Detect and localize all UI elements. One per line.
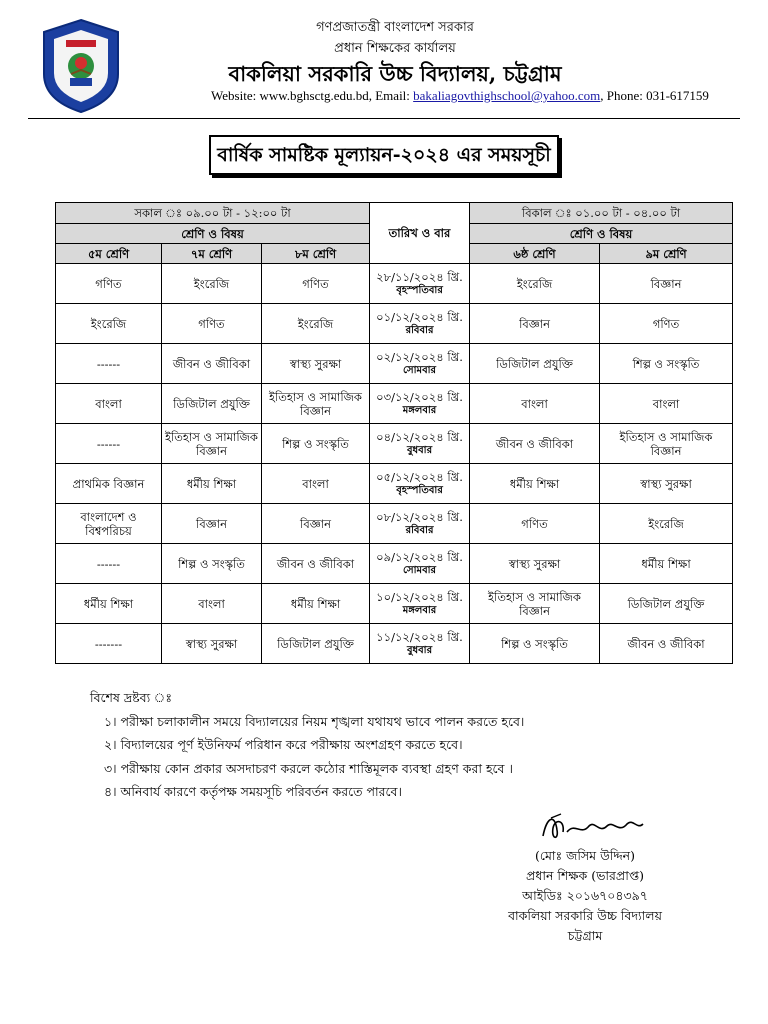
subject-cell: ধর্মীয় শিক্ষা [600, 544, 733, 584]
subject-cell: বাংলা [262, 464, 370, 504]
exam-weekday: বুধবার [406, 444, 433, 456]
schedule-row [56, 304, 733, 344]
subject-cell: ডিজিটাল প্রযুক্তি [600, 584, 733, 624]
exam-date: ১০/১২/২০২৪ খ্রি. [376, 589, 463, 604]
subject-cell: ------- [56, 624, 162, 664]
exam-date: ০২/১২/২০২৪ খ্রি. [376, 349, 463, 364]
subject-cell: বিজ্ঞান [262, 504, 370, 544]
subject-cell: স্বাস্থ্য সুরক্ষা [162, 624, 262, 664]
office-header: প্রধান শিক্ষকের কার্যালয় [334, 41, 456, 56]
subject-cell: বাংলা [162, 584, 262, 624]
subject-cell: জীবন ও জীবিকা [262, 544, 370, 584]
column-header-class7: ৭ম শ্রেণি [162, 244, 262, 264]
subject-cell: বাংলা [600, 384, 733, 424]
subject-cell: ধর্মীয় শিক্ষা [470, 464, 600, 504]
email-link[interactable]: bakaliagovthighschool@yahoo.com [413, 88, 601, 103]
subject-cell: বাংলাদেশ ও বিশ্বপরিচয় [56, 504, 162, 544]
subject-cell: শিল্প ও সংস্কৃতি [162, 544, 262, 584]
subject-cell: ইতিহাস ও সামাজিক বিজ্ঞান [162, 424, 262, 464]
subject-cell: গণিত [262, 264, 370, 304]
exam-weekday: রবিবার [405, 324, 434, 336]
date-day-cell [370, 424, 470, 464]
signature-school: বাকলিয়া সরকারি উচ্চ বিদ্যালয় [508, 908, 662, 923]
headmaster-id: আইডিঃ ২০১৬৭০৪৩৯৭ [522, 888, 648, 903]
exam-date: ০৩/১২/২০২৪ খ্রি. [376, 389, 463, 404]
subject-cell: গণিত [162, 304, 262, 344]
subject-cell: ডিজিটাল প্রযুক্তি [162, 384, 262, 424]
schedule-row [56, 424, 733, 464]
headmaster-designation: প্রধান শিক্ষক (ভারপ্রাপ্ত) [525, 868, 644, 883]
contact-prefix: Website: www.bghsctg.edu.bd, Email: [211, 88, 414, 103]
note-item: ৪। অনিবার্য কারণে কর্তৃপক্ষ সময়সূচি পরিবর্তন করতে পারবে। [104, 784, 402, 799]
schedule-row [56, 464, 733, 504]
subject-cell: বাংলা [470, 384, 600, 424]
exam-date: ০৪/১২/২০২৪ খ্রি. [376, 429, 463, 444]
date-day-cell [370, 504, 470, 544]
subject-cell: ------ [56, 544, 162, 584]
subject-cell: ইতিহাস ও সামাজিক বিজ্ঞান [262, 384, 370, 424]
subject-cell: শিল্প ও সংস্কৃতি [470, 624, 600, 664]
subject-cell: ইতিহাস ও সামাজিক বিজ্ঞান [470, 584, 600, 624]
date-day-cell [370, 584, 470, 624]
subject-cell: প্রাথমিক বিজ্ঞান [56, 464, 162, 504]
subject-cell: বাংলা [56, 384, 162, 424]
subject-cell: জীবন ও জীবিকা [600, 624, 733, 664]
exam-date: ০৫/১২/২০২৪ খ্রি. [376, 469, 463, 484]
exam-weekday: মঙ্গলবার [402, 404, 437, 416]
header-divider [28, 118, 740, 119]
special-notes [90, 686, 524, 804]
exam-date: ১১/১২/২০২৪ খ্রি. [376, 629, 463, 644]
subject-cell: ইংরেজি [470, 264, 600, 304]
exam-weekday: বুধবার [406, 644, 433, 656]
subject-cell: শিল্প ও সংস্কৃতি [600, 344, 733, 384]
exam-weekday: সোমবার [402, 564, 437, 576]
subject-cell: গণিত [470, 504, 600, 544]
schedule-title: বার্ষিক সামষ্টিক মূল্যায়ন-২০২৪ এর সময়সূচী [209, 135, 559, 175]
subject-cell: ------ [56, 424, 162, 464]
subject-cell: ইতিহাস ও সামাজিক বিজ্ঞান [600, 424, 733, 464]
exam-weekday: বৃহস্পতিবার [396, 484, 443, 496]
exam-weekday: রবিবার [405, 524, 434, 536]
note-item: ২। বিদ্যালয়ের পূর্ণ ইউনিফর্ম পরিধান করে পরীক্ষায় অংশগ্রহণ করতে হবে। [104, 737, 463, 752]
school-name: বাকলিয়া সরকারি উচ্চ বিদ্যালয়, চট্টগ্রাম [228, 61, 562, 86]
subject-cell: ডিজিটাল প্রযুক্তি [262, 624, 370, 664]
subject-cell: জীবন ও জীবিকা [470, 424, 600, 464]
schedule-row [56, 384, 733, 424]
handwritten-signature [537, 810, 647, 844]
exam-date: ২৮/১১/২০২৪ খ্রি. [376, 269, 463, 284]
subject-cell: গণিত [56, 264, 162, 304]
subject-cell: গণিত [600, 304, 733, 344]
schedule-row [56, 584, 733, 624]
date-day-cell [370, 384, 470, 424]
note-item: ৩। পরীক্ষায় কোন প্রকার অসদাচরণ করলে কঠোর শাস্তিমূলক ব্যবস্থা গ্রহণ করা হবে । [104, 760, 513, 776]
subject-cell: ইংরেজি [162, 264, 262, 304]
exam-weekday: সোমবার [402, 364, 437, 376]
subject-cell: ইংরেজি [262, 304, 370, 344]
schedule-row [56, 624, 733, 664]
date-day-cell [370, 264, 470, 304]
note-item: ১। পরীক্ষা চলাকালীন সময়ে বিদ্যালয়ের নিয়ম শৃঙ্খলা যথাযথ ভাবে পালন করতে হবে। [104, 713, 525, 729]
subject-cell: ইংরেজি [600, 504, 733, 544]
subject-cell: ধর্মীয় শিক্ষা [262, 584, 370, 624]
exam-date: ০১/১২/২০২৪ খ্রি. [376, 309, 463, 324]
afternoon-class-subject-header: শ্রেণি ও বিষয় [470, 224, 733, 244]
subject-cell: বিজ্ঞান [600, 264, 733, 304]
column-header-class5: ৫ম শ্রেণি [56, 244, 162, 264]
column-header-class6: ৬ষ্ঠ শ্রেণি [470, 244, 600, 264]
headmaster-name: (মোঃ জসিম উদ্দিন) [535, 848, 635, 863]
subject-cell: স্বাস্থ্য সুরক্ষা [600, 464, 733, 504]
exam-date: ০৯/১২/২০২৪ খ্রি. [376, 549, 463, 564]
schedule-row [56, 504, 733, 544]
exam-weekday: মঙ্গলবার [402, 604, 437, 616]
govt-header: গণপ্রজাতন্ত্রী বাংলাদেশ সরকার [316, 20, 474, 35]
date-day-cell [370, 344, 470, 384]
date-day-cell [370, 464, 470, 504]
notes-heading: বিশেষ দ্রষ্টব্য ঃ [90, 690, 173, 705]
subject-cell: বিজ্ঞান [162, 504, 262, 544]
subject-cell: জীবন ও জীবিকা [162, 344, 262, 384]
schedule-row [56, 344, 733, 384]
exam-schedule-table [55, 202, 733, 664]
column-header-class8: ৮ম শ্রেণি [262, 244, 370, 264]
schedule-row [56, 544, 733, 584]
date-day-cell [370, 624, 470, 664]
subject-cell: বিজ্ঞান [470, 304, 600, 344]
schedule-row [56, 264, 733, 304]
morning-session-header: সকাল ঃ ০৯.০০ টা - ১২:০০ টা [56, 203, 370, 224]
subject-cell: ডিজিটাল প্রযুক্তি [470, 344, 600, 384]
date-day-header: তারিখ ও বার [370, 203, 470, 264]
subject-cell: ইংরেজি [56, 304, 162, 344]
afternoon-session-header: বিকাল ঃ ০১.০০ টা - ০৪.০০ টা [470, 203, 733, 224]
subject-cell: স্বাস্থ্য সুরক্ষা [262, 344, 370, 384]
column-header-class9: ৯ম শ্রেণি [600, 244, 733, 264]
subject-cell: ------ [56, 344, 162, 384]
subject-cell: ধর্মীয় শিক্ষা [162, 464, 262, 504]
subject-cell: ধর্মীয় শিক্ষা [56, 584, 162, 624]
date-day-cell [370, 544, 470, 584]
exam-weekday: বৃহস্পতিবার [396, 284, 443, 296]
subject-cell: স্বাস্থ্য সুরক্ষা [470, 544, 600, 584]
contact-suffix: , Phone: 031-617159 [600, 88, 709, 103]
morning-class-subject-header: শ্রেণি ও বিষয় [56, 224, 370, 244]
exam-date: ০৮/১২/২০২৪ খ্রি. [376, 509, 463, 524]
subject-cell: শিল্প ও সংস্কৃতি [262, 424, 370, 464]
signature-city: চট্টগ্রাম [567, 928, 603, 943]
contact-line [160, 88, 760, 104]
date-day-cell [370, 304, 470, 344]
